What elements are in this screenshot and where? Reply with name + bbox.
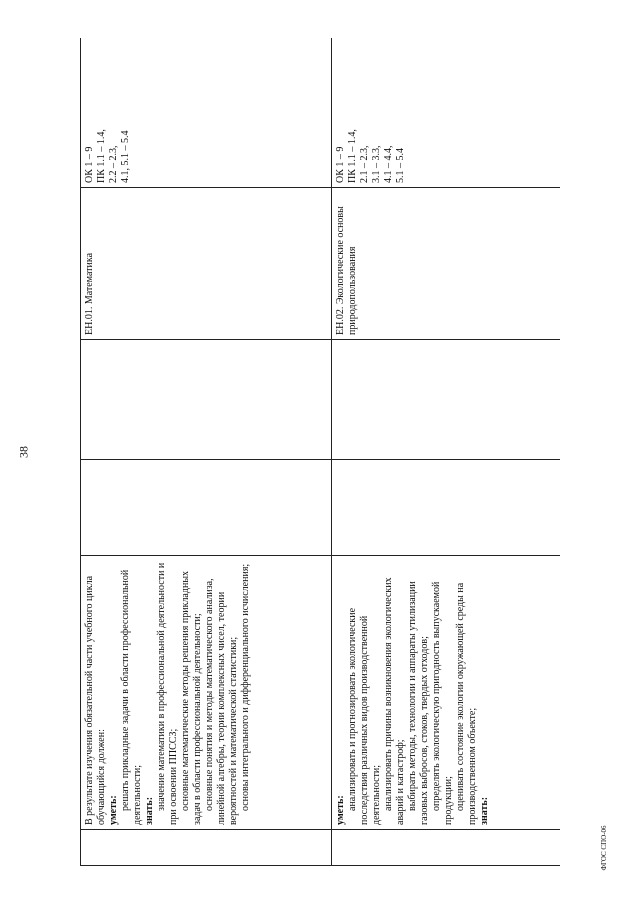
competency-code: 4.1 – 4.4, — [383, 145, 394, 183]
competencies-list — [335, 42, 407, 183]
requirement-line: анализировать причины возникновения экологических аварий и катастроф; — [383, 577, 406, 825]
requirement-line: В результате изучения обязательной части учебного цикла обучающийся должен: — [84, 575, 107, 825]
requirement-line: знать: — [479, 796, 490, 825]
requirement-line: основные математические методы решения прикладных задач в области профессиональной деятельности; — [180, 570, 203, 825]
discipline-cell — [81, 188, 332, 340]
competency-code: ПК 1.1 – 1.4, — [96, 129, 107, 183]
discipline-cell — [332, 188, 561, 340]
requirement-line: значение математики в профессиональной деятельности и при освоении ППССЗ; — [156, 562, 179, 825]
competency-code: 4.1, 5.1 – 5.4 — [120, 130, 131, 183]
page-number: 38 — [16, 446, 31, 458]
index-cell — [81, 830, 332, 866]
competency-code: 2.2 – 2.3, — [108, 145, 119, 183]
requirement-line: определять экологическую пригодность выпускаемой продукции; — [431, 581, 454, 825]
curriculum-table-wrapper — [80, 38, 560, 866]
requirement-line: основные понятия и методы математического анализа, линейной алгебры, теории комплексных чисел, теории вероятностей и математической статистики; — [204, 578, 239, 825]
index-cell — [332, 830, 561, 866]
competency-code: 3.1 – 3.3, — [371, 145, 382, 183]
requirement-line: уметь: — [335, 795, 346, 825]
requirements-list — [335, 560, 491, 825]
requirements-list — [84, 560, 252, 825]
hours-mandatory-cell — [332, 340, 561, 460]
table-row — [81, 38, 332, 866]
competency-code: ПК 1.1 – 1.4, — [347, 129, 358, 183]
competency-code: 2.1 – 2.3, — [359, 145, 370, 183]
requirement-line: оценивать состояние экологии окружающей среды на производственном объекте; — [455, 582, 478, 825]
requirement-line: основы интегрального и дифференциального исчисления; — [240, 563, 251, 811]
hours-mandatory-cell — [81, 340, 332, 460]
discipline-name: ЕН.02. Экологические основы природопользования — [335, 206, 358, 335]
footer-code: ФГОС СПО-06 — [600, 825, 608, 871]
requirement-line: знать: — [144, 796, 155, 825]
requirement-line: анализировать и прогнозировать экологические последствия различных видов производственной деятельности; — [347, 607, 382, 825]
competency-code: ОК 1 – 9 — [335, 146, 346, 183]
competency-code: ОК 1 – 9 — [84, 146, 95, 183]
hours-max-cell — [332, 460, 561, 556]
requirement-line: выбирать методы, технологии и аппараты утилизации газовых выбросов, стоков, твердых отходов; — [407, 581, 430, 825]
competencies-cell — [81, 38, 332, 188]
curriculum-table — [80, 38, 560, 866]
competencies-list — [84, 42, 132, 183]
competencies-cell — [332, 38, 561, 188]
requirements-cell — [81, 556, 332, 830]
requirement-line: решать прикладные задачи в области профессиональной деятельности; — [120, 569, 143, 825]
competency-code: 5.1 – 5.4 — [395, 148, 406, 183]
requirements-cell — [332, 556, 561, 830]
hours-max-cell — [81, 460, 332, 556]
discipline-name: ЕН.01. Математика — [84, 252, 95, 335]
requirement-line: уметь: — [108, 795, 119, 825]
table-row — [332, 38, 561, 866]
